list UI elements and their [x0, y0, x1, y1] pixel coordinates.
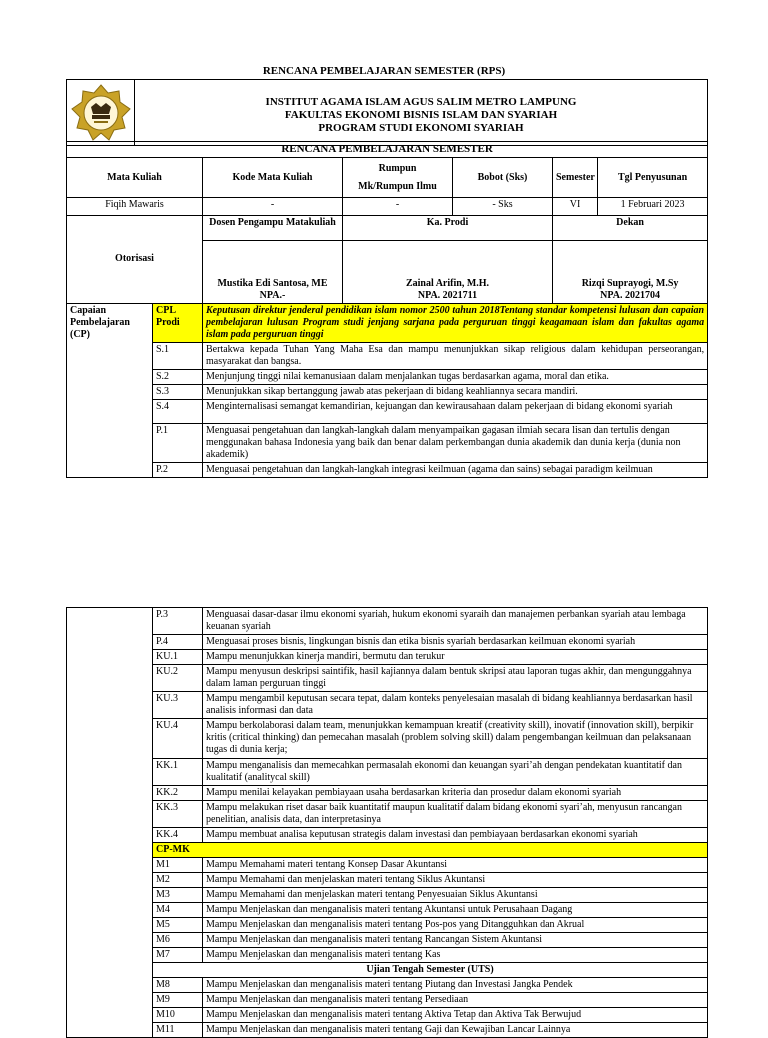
- cp-label-continued: [67, 608, 153, 1023]
- document-title: RENCANA PEMBELAJARAN SEMESTER (RPS): [262, 65, 506, 77]
- faculty-name: FAKULTAS EKONOMI BISNIS ISLAM DAN SYARIAH: [284, 108, 558, 121]
- cp-text: Menunjukkan sikap bertanggung jawab atas pekerjaan di bidang keahliannya secara mandiri.: [203, 384, 708, 399]
- cp-text: Menjunjung tinggi nilai kemanusiaan dalam menjalankan tugas berdasarkan agama, moral dan etika.: [203, 369, 708, 384]
- header-semester: Semester: [553, 158, 598, 198]
- cpmk-code: M2: [153, 873, 203, 888]
- cp-code: KK.1: [153, 759, 203, 786]
- cp-code: P.4: [153, 635, 203, 650]
- cpmk-text: Mampu Memahami dan menjelaskan materi tentang Siklus Akuntansi: [203, 873, 708, 888]
- rps-subheading: RENCANA PEMBELAJARAN SEMESTER: [67, 142, 708, 158]
- cpmk-code: M8: [153, 978, 203, 993]
- header-tgl: Tgl Penyusunan: [598, 158, 708, 198]
- dosen-title: Dosen Pengampu Matakuliah: [203, 216, 343, 241]
- cpmk-code: M4: [153, 903, 203, 918]
- cp-code: P.1: [153, 423, 203, 462]
- cpmk-label: CP-MK: [153, 843, 708, 858]
- cpmk-text: Mampu Menjelaskan dan menganalisis materi tentang Akuntansi untuk Perusahaan Dagang: [203, 903, 708, 918]
- cpmk-code: M11: [153, 1023, 203, 1038]
- value-tgl: 1 Februari 2023: [598, 198, 708, 216]
- kaprodi-title: Ka. Prodi: [343, 216, 553, 241]
- cpmk-text: Mampu Menjelaskan dan menganalisis materi tentang Kas: [203, 948, 708, 963]
- cp-text: Menguasai dasar-dasar ilmu ekonomi syariah, hukum ekonomi syaraih dan manajemen perbankan syariah atau lembaga keuanan syariah: [203, 608, 708, 635]
- cp-code: KK.4: [153, 828, 203, 843]
- cp-text: Mampu membuat analisa keputusan strategis dalam investasi dan pembiayaan berdasarkan ekonomi syariah: [203, 828, 708, 843]
- rps-table-page2: [66, 607, 708, 1038]
- cp-text: Mampu menunjukkan kinerja mandiri, bermutu dan terukur: [203, 650, 708, 665]
- dekan-name: Rizqi Suprayogi, M.Sy: [581, 277, 679, 289]
- value-kode: -: [203, 198, 343, 216]
- program-name: PROGRAM STUDI EKONOMI SYARIAH: [318, 121, 524, 134]
- dosen-sign-space: [203, 241, 343, 277]
- dosen-npa: NPA.-: [259, 289, 286, 301]
- header-bobot: Bobot (Sks): [453, 158, 553, 198]
- kaprodi-npa: NPA. 2021711: [417, 289, 478, 301]
- cp-text: Mampu menganalisis dan memecahkan permasalah ekonomi dan keuangan syari’ah dengan pendekatan kuantitatif dan kualitatif (analitycal skill): [203, 759, 708, 786]
- cpl-text: Keputusan direktur jenderal pendidikan islam nomor 2500 tahun 2018Tentang standar kompetensi lulusan dan capaian pembelajaran lulusan Program studi jenjang sarjana pada perguruan tinggi keagamaan islam dan fakultas agama islam pada perguruan tinggi: [203, 303, 708, 342]
- cp-code: KU.2: [153, 665, 203, 692]
- cpmk-text: Mampu Memahami materi tentang Konsep Dasar Akuntansi: [203, 858, 708, 873]
- dosen-name: Mustika Edi Santosa, ME: [217, 277, 328, 289]
- header-rumpun: [343, 158, 453, 198]
- cp-code: S.4: [153, 399, 203, 423]
- header-rumpun-line2: Mk/Rumpun Ilmu: [358, 180, 437, 192]
- rps-table-page1: [66, 141, 708, 478]
- value-bobot: - Sks: [453, 198, 553, 216]
- cp-label: Capaian Pembelajaran (CP): [67, 303, 153, 477]
- kaprodi-name: Zainal Arifin, M.H.: [405, 277, 490, 289]
- uts-row: Ujian Tengah Semester (UTS): [153, 963, 708, 978]
- cp-label-continued-bottom: [67, 1023, 153, 1038]
- cp-text: Mampu menyusun deskripsi saintifik, hasil kajiannya dalam bentuk skripsi atau laporan tugas akhir, dan mengunggahnya dalam laman perguruan tinggi: [203, 665, 708, 692]
- cpmk-code: M7: [153, 948, 203, 963]
- cp-code: KU.3: [153, 692, 203, 719]
- otorisasi-label: Otorisasi: [67, 216, 203, 304]
- cpl-label: CPL Prodi: [153, 303, 203, 342]
- dekan-npa: NPA. 2021704: [600, 289, 660, 301]
- cp-code: S.2: [153, 369, 203, 384]
- dekan-signature: [553, 277, 708, 304]
- cpmk-text: Mampu Menjelaskan dan menganalisis materi tentang Aktiva Tetap dan Aktiva Tak Berwujud: [203, 1008, 708, 1023]
- cpmk-text: Mampu Menjelaskan dan menganalisis materi tentang Rancangan Sistem Akuntansi: [203, 933, 708, 948]
- cp-text: Bertakwa kepada Tuhan Yang Maha Esa dan mampu menunjukkan sikap religious dalam kehidupan perseorangan, masyarakat dan bangsa.: [203, 342, 708, 369]
- cp-text: Mampu berkolaborasi dalam team, menunjukkan kemampuan kreatif (creativity skill), inovatif (innovation skill), berpikir kritis (critical thinking) dan pemecahan masalah (problem solving skill) dalam pengembangan keilmuan dan pelaksanaan tugas di dunia kerja;: [203, 719, 708, 759]
- cp-code: KU.4: [153, 719, 203, 759]
- cp-text: Mampu melakukan riset dasar baik kuantitatif maupun kualitatif dalam bidang ekonomi syari’ah, menyusun rancangan penelitian, analisis data, dan interpretasinya: [203, 801, 708, 828]
- cp-code: P.3: [153, 608, 203, 635]
- cpmk-code: M6: [153, 933, 203, 948]
- value-rumpun: -: [343, 198, 453, 216]
- header-kode: Kode Mata Kuliah: [203, 158, 343, 198]
- dekan-sign-space: [553, 241, 708, 277]
- header-table: [66, 79, 708, 146]
- cp-code: KU.1: [153, 650, 203, 665]
- cp-code: S.1: [153, 342, 203, 369]
- cp-code: P.2: [153, 462, 203, 477]
- cpmk-code: M1: [153, 858, 203, 873]
- value-semester: VI: [553, 198, 598, 216]
- cp-text: Mampu mengambil keputusan secara tepat, dalam konteks penyelesaian masalah di bidang keahliannya berdasarkan hasil analisis informasi dan data: [203, 692, 708, 719]
- cpmk-code: M5: [153, 918, 203, 933]
- institution-logo-icon: [70, 83, 132, 143]
- cp-text: Mampu menilai kelayakan pembiayaan usaha berdasarkan kriteria dan prosedur dalam ekonomi syariah: [203, 786, 708, 801]
- cpmk-text: Mampu Memahami dan menjelaskan materi tentang Penyesuaian Siklus Akuntansi: [203, 888, 708, 903]
- cpmk-text: Mampu Menjelaskan dan menganalisis materi tentang Gaji dan Kewajiban Lancar Lainnya: [203, 1023, 708, 1038]
- cp-text: Menguasai pengetahuan dan langkah-langkah dalam menyampaikan gagasan ilmiah secara lisan dan tertulis dengan menggunakan bahasa Indonesia yang baik dan benar dalam perkembangan dunia akademik dan dunia kerja (dunia non akademik): [203, 423, 708, 462]
- dekan-title: Dekan: [553, 216, 708, 241]
- cp-text: Menguasai proses bisnis, lingkungan bisnis dan etika bisnis syariah berdasarkan keilmuan ekonomi syariah: [203, 635, 708, 650]
- institution-cell: [135, 80, 708, 146]
- value-mata-kuliah: Fiqih Mawaris: [67, 198, 203, 216]
- cp-code: KK.3: [153, 801, 203, 828]
- cpmk-text: Mampu Menjelaskan dan menganalisis materi tentang Pos-pos yang Ditangguhkan dan Akrual: [203, 918, 708, 933]
- cpmk-text: Mampu Menjelaskan dan menganalisis materi tentang Piutang dan Investasi Jangka Pendek: [203, 978, 708, 993]
- header-rumpun-line1: Rumpun: [378, 162, 417, 174]
- kaprodi-signature: [343, 277, 553, 304]
- kaprodi-sign-space: [343, 241, 553, 277]
- cp-text: Menguasai pengetahuan dan langkah-langkah integrasi keilmuan (agama dan sains) sebagai paradigm keilmuan: [203, 462, 708, 477]
- cp-text: Menginternalisasi semangat kemandirian, kejuangan dan kewirausahaan dalam pekerjaan di bidang ekonomi syariah: [203, 399, 708, 423]
- dosen-signature: [203, 277, 343, 304]
- cpmk-code: M9: [153, 993, 203, 1008]
- cpmk-code: M10: [153, 1008, 203, 1023]
- cpmk-code: M3: [153, 888, 203, 903]
- header-mata-kuliah: Mata Kuliah: [67, 158, 203, 198]
- cp-code: KK.2: [153, 786, 203, 801]
- logo-cell: [67, 80, 135, 146]
- cpmk-text: Mampu Menjelaskan dan menganalisis materi tentang Persediaan: [203, 993, 708, 1008]
- institution-name: INSTITUT AGAMA ISLAM AGUS SALIM METRO LAMPUNG: [265, 95, 577, 108]
- cp-code: S.3: [153, 384, 203, 399]
